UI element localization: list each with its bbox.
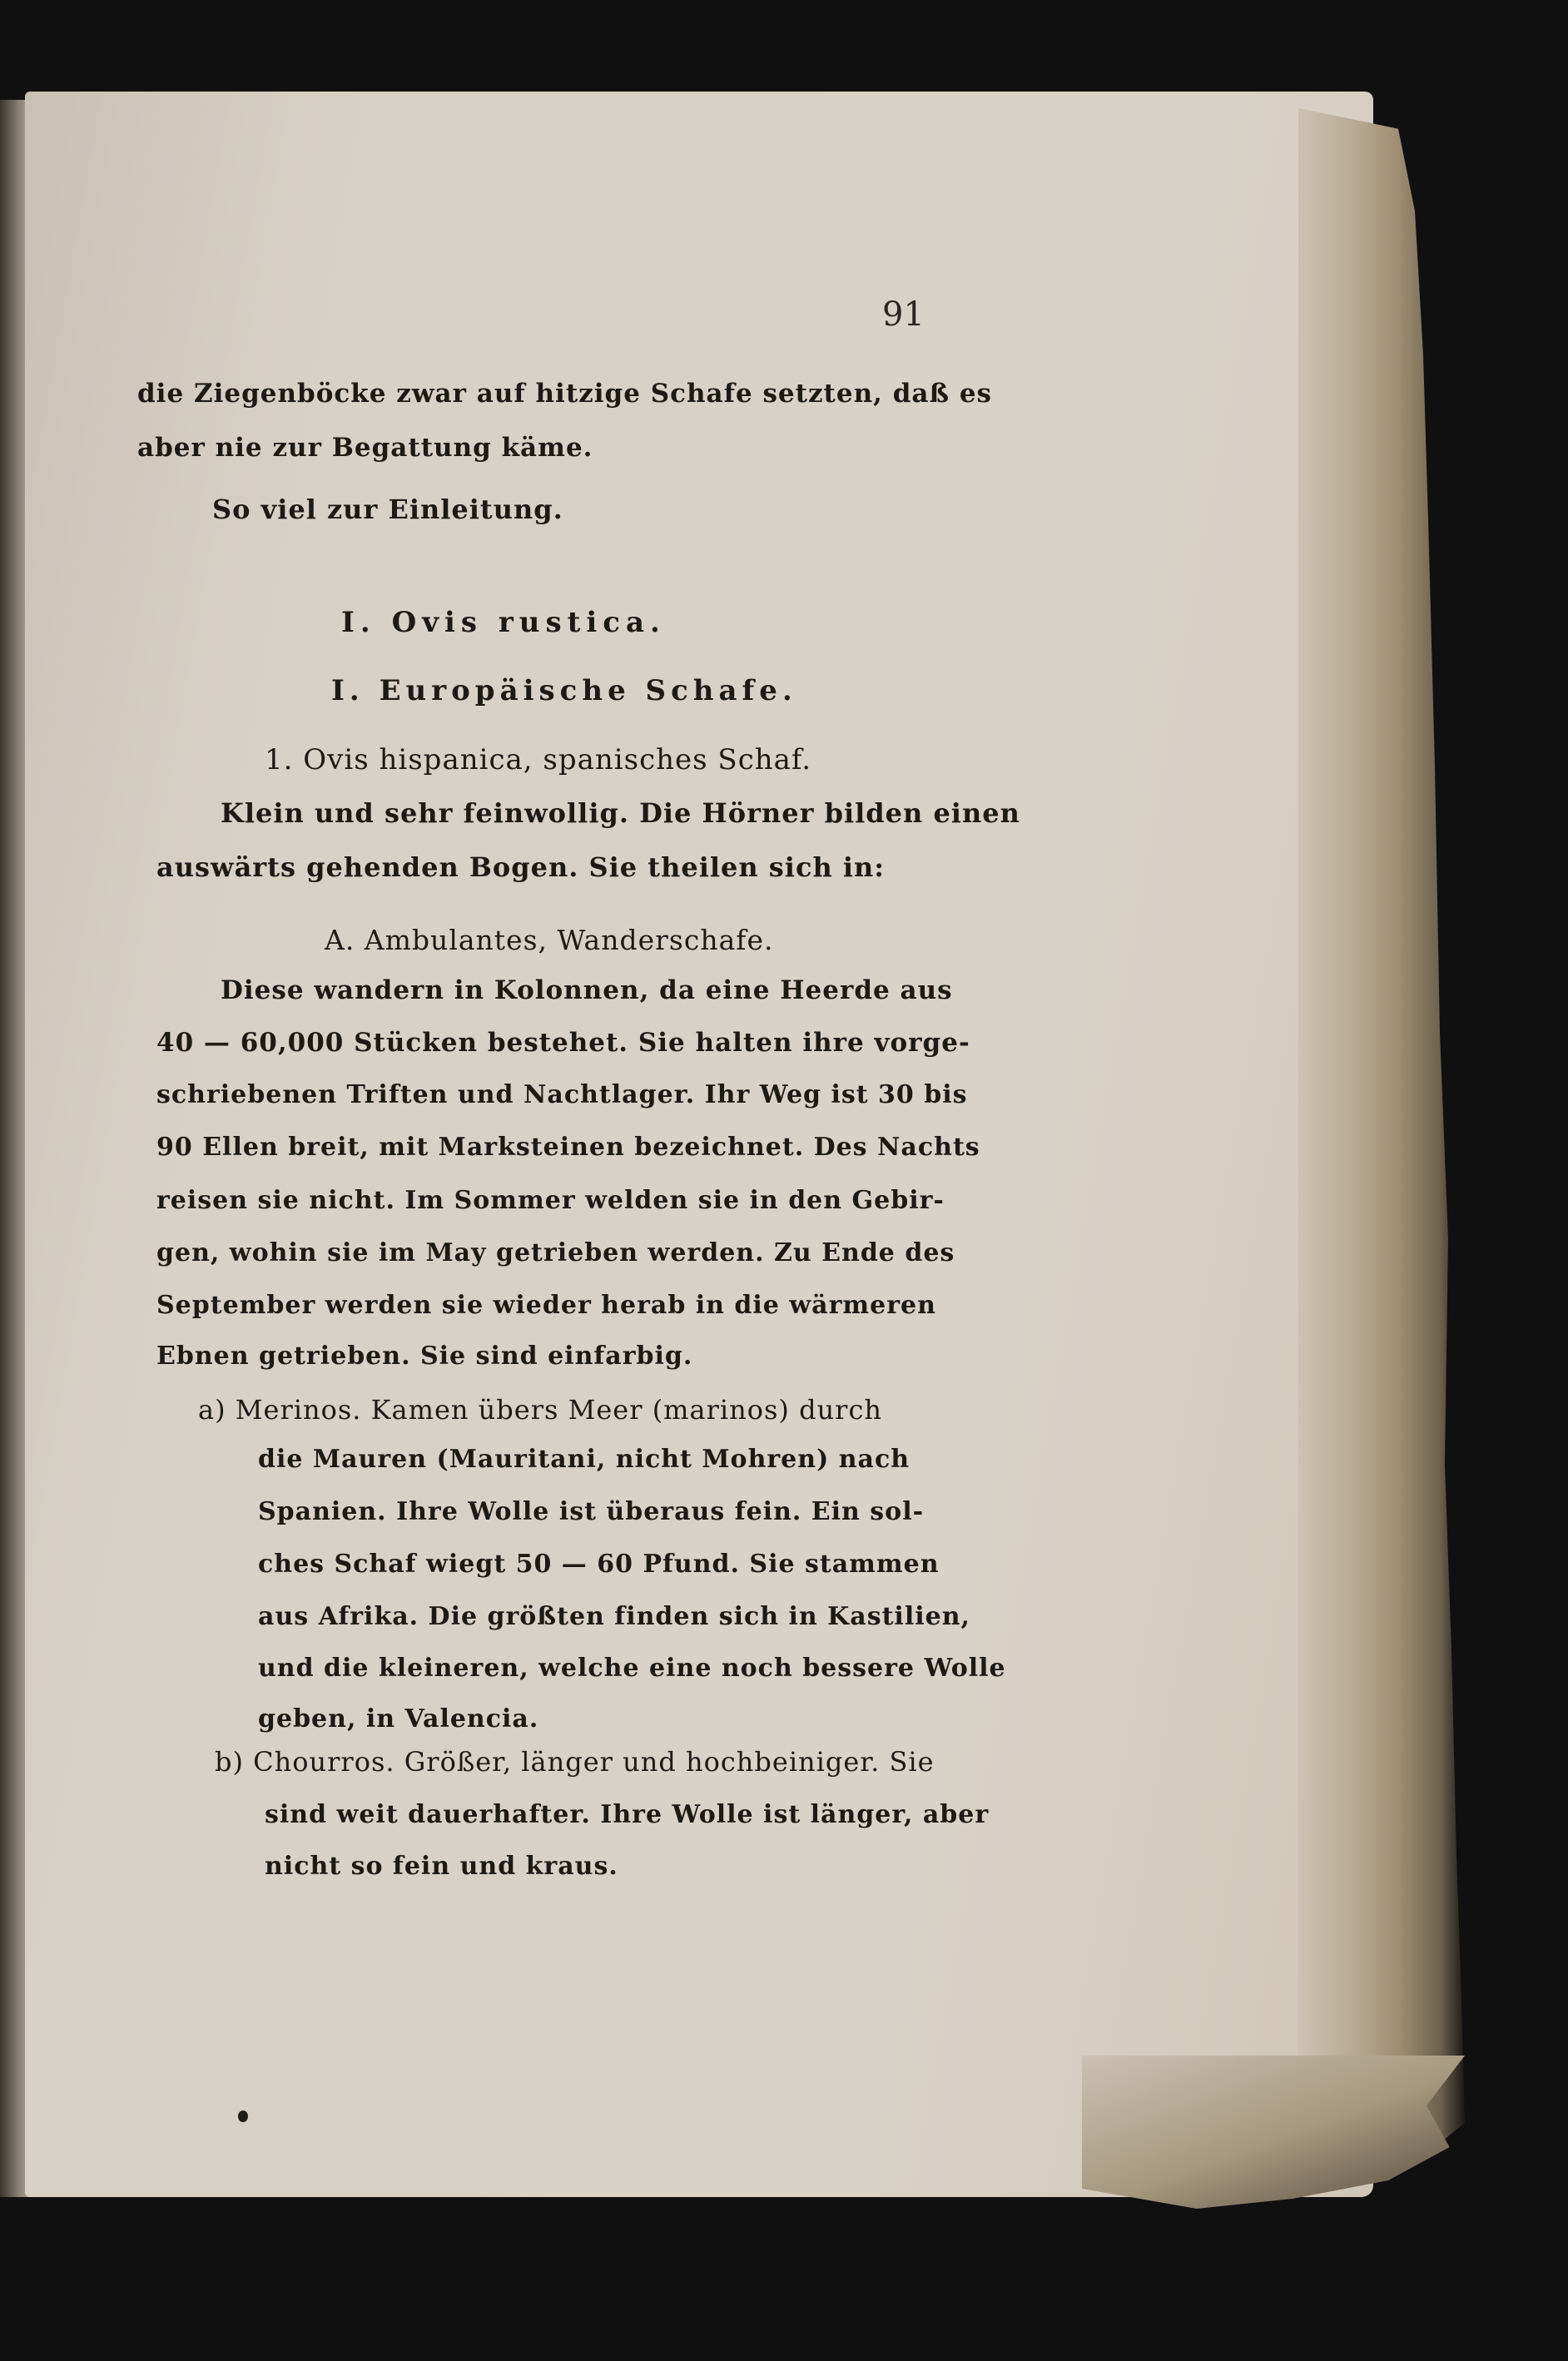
ink-spot [238,2111,248,2122]
text-line-20: Spanien. Ihre Wolle ist überaus fein. Ein sol- [258,1497,925,1526]
text-line-21: ches Schaf wiegt 50 — 60 Pfund. Sie stammen [258,1550,940,1579]
text-line-13: 90 Ellen breit, mit Marksteinen bezeichnet. Des Nachts [156,1133,980,1162]
text-line-16: September werden sie wieder herab in die wärmeren [156,1291,936,1320]
page-number: 91 [882,295,925,334]
text-line-18: a) Merinos. Kamen übers Meer (marinos) durch [198,1394,882,1426]
text-line-27: nicht so fein und kraus. [265,1852,618,1881]
text-line-10: Diese wandern in Kolonnen, da eine Heerde aus [221,975,953,1005]
text-line-14: reisen sie nicht. Im Sommer welden sie in den Gebir- [156,1186,945,1215]
text-line-17: Ebnen getrieben. Sie sind einfarbig. [156,1342,693,1371]
subheading-ambulantes: A. Ambulantes, Wanderschafe. [325,924,774,956]
text-line-24: geben, in Valencia. [258,1704,539,1734]
text-line-26: sind weit dauerhafter. Ihre Wolle ist länger, aber [265,1800,990,1829]
text-line-7: Klein und sehr feinwollig. Die Hörner bilden einen [221,797,1020,829]
section-heading-europaeische-schafe: I. Europäische Schafe. [331,674,797,707]
text-line-15: gen, wohin sie im May getrieben werden. Zu Ende des [156,1238,955,1267]
text-line-8: auswärts gehenden Bogen. Sie theilen sich in: [156,851,886,883]
text-line-23: und die kleineren, welche eine noch bessere Wolle [258,1654,1006,1683]
section-heading-ovis-rustica: I. Ovis rustica. [341,606,666,639]
text-line-3: So viel zur Einleitung. [212,494,563,525]
text-line-22: aus Afrika. Die größten finden sich in Kastilien, [258,1602,970,1631]
text-line-25: b) Chourros. Größer, länger und hochbeiniger. Sie [215,1746,935,1778]
text-line-11: 40 — 60,000 Stücken bestehet. Sie halten ihre vorge- [156,1028,970,1058]
text-line-2: aber nie zur Begattung käme. [137,433,593,463]
subsection-heading-ovis-hispanica: 1. Ovis hispanica, spanisches Schaf. [265,743,812,776]
text-line-12: schriebenen Triften und Nachtlager. Ihr Weg ist 30 bis [156,1080,968,1109]
text-line-19: die Mauren (Mauritani, nicht Mohren) nach [258,1445,911,1474]
text-line-1: die Ziegenböcke zwar auf hitzige Schafe setzten, daß es [137,379,993,409]
